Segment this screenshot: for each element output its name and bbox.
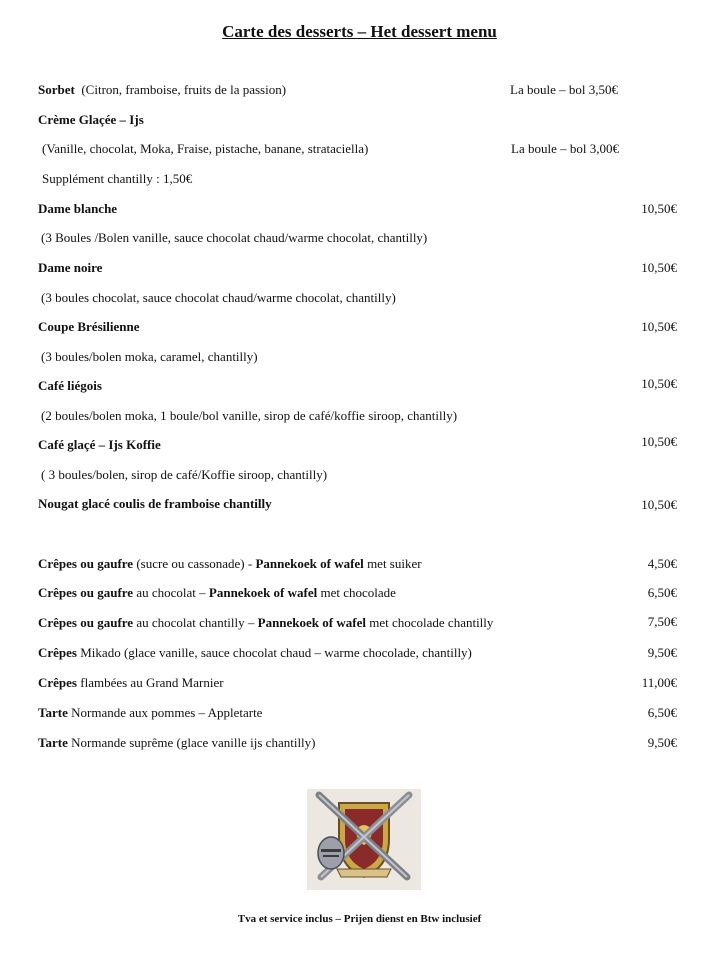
crepe-text-nl: met chocolade [317, 585, 396, 600]
restaurant-logo [307, 789, 421, 890]
coupe-desc: (3 boules/bolen moka, caramel, chantilly) [41, 349, 258, 364]
crepe-bold-nl: Pannekoek of wafel [257, 615, 366, 630]
tarte-text: Normande aux pommes – Appletarte [67, 705, 263, 720]
tarte-price: 9,50€ [647, 735, 677, 750]
coupe-title: Coupe Brésilienne [38, 319, 140, 334]
crepe-bold: Crêpes ou gaufre [38, 556, 134, 571]
coupe-desc: ( 3 boules/bolen, sirop de café/Koffie siroop, chantilly) [41, 467, 328, 482]
crepe-row [38, 585, 396, 601]
crepe-text: (sucre ou cassonade) - [133, 556, 256, 571]
crepe-row [38, 645, 472, 661]
crepe-text: au chocolat chantilly – [133, 615, 258, 630]
page-title: Carte des desserts – Het dessert menu [222, 22, 497, 41]
crepe-row [38, 675, 224, 691]
nougat-row [38, 496, 272, 512]
coupe-name [38, 201, 117, 217]
coupe-name [38, 378, 102, 394]
crepe-price: 6,50€ [647, 585, 677, 600]
nougat-name: Nougat glacé coulis de framboise chantilly [38, 496, 272, 511]
crepe-bold-nl: Pannekoek of wafel [255, 556, 364, 571]
tarte-row [38, 735, 316, 751]
tarte-text: Normande suprême (glace vanille ijs chantilly) [67, 735, 316, 750]
creme-flavors: (Vanille, chocolat, Moka, Fraise, pistache, banane, strataciella) [42, 141, 369, 156]
crepe-bold: Crêpes [38, 645, 77, 660]
coupe-title: Café glaçé – Ijs Koffie [38, 437, 161, 452]
tarte-bold: Tarte [38, 735, 68, 750]
coupe-name [38, 437, 161, 453]
footer-note: Tva et service inclus – Prijen dienst en Btw inclusief [237, 913, 482, 925]
coupe-desc: (3 boules chocolat, sauce chocolat chaud/warme chocolat, chantilly) [41, 290, 396, 305]
crepe-bold: Crêpes [38, 675, 77, 690]
crepe-text-nl: met suiker [363, 556, 422, 571]
creme-name: Crème Glaçée – Ijs [38, 112, 144, 127]
coupe-desc: (3 Boules /Bolen vanille, sauce chocolat chaud/warme chocolat, chantilly) [41, 230, 428, 245]
coupe-desc: (2 boules/bolen moka, 1 boule/bol vanille, sirop de café/koffie siroop, chantilly) [41, 408, 458, 423]
crepe-bold: Crêpes ou gaufre [38, 585, 134, 600]
crepe-text-nl: met chocolade chantilly [365, 615, 494, 630]
sorbet-desc: (Citron, framboise, fruits de la passion) [81, 82, 287, 97]
knight-crest-icon [307, 789, 421, 890]
coupe-price: 10,50€ [641, 260, 677, 275]
sorbet-name: Sorbet [38, 82, 75, 97]
coupe-price: 10,50€ [641, 376, 677, 391]
crepe-row [38, 615, 493, 631]
crepe-text: Mikado (glace vanille, sauce chocolat chaud – warme chocolade, chantilly) [77, 645, 472, 660]
coupe-price: 10,50€ [641, 319, 677, 334]
crepe-price: 11,00€ [641, 675, 677, 690]
sorbet-price: La boule – bol 3,50€ [510, 82, 618, 97]
crepe-text: au chocolat – [133, 585, 209, 600]
coupe-title: Dame blanche [38, 201, 118, 216]
tarte-price: 6,50€ [647, 705, 677, 720]
tarte-row [38, 705, 262, 721]
crepe-price: 4,50€ [647, 556, 677, 571]
crepe-row [38, 556, 422, 572]
creme-price: La boule – bol 3,00€ [511, 141, 619, 156]
tarte-bold: Tarte [38, 705, 68, 720]
coupe-name [38, 260, 102, 276]
nougat-price: 10,50€ [641, 497, 677, 512]
sorbet-row [38, 82, 286, 98]
crepe-bold-nl: Pannekoek of wafel [208, 585, 318, 600]
coupe-title: Café liégois [38, 378, 102, 393]
coupe-price: 10,50€ [641, 434, 677, 449]
crepe-price: 7,50€ [647, 614, 677, 629]
creme-supplement: Supplément chantilly : 1,50€ [42, 171, 193, 186]
crepe-price: 9,50€ [647, 645, 677, 660]
coupe-title: Dame noire [38, 260, 103, 275]
crepe-bold: Crêpes ou gaufre [38, 615, 134, 630]
crepe-text: flambées au Grand Marnier [77, 675, 224, 690]
creme-heading [38, 112, 144, 128]
coupe-price: 10,50€ [641, 201, 677, 216]
coupe-name [38, 319, 139, 335]
